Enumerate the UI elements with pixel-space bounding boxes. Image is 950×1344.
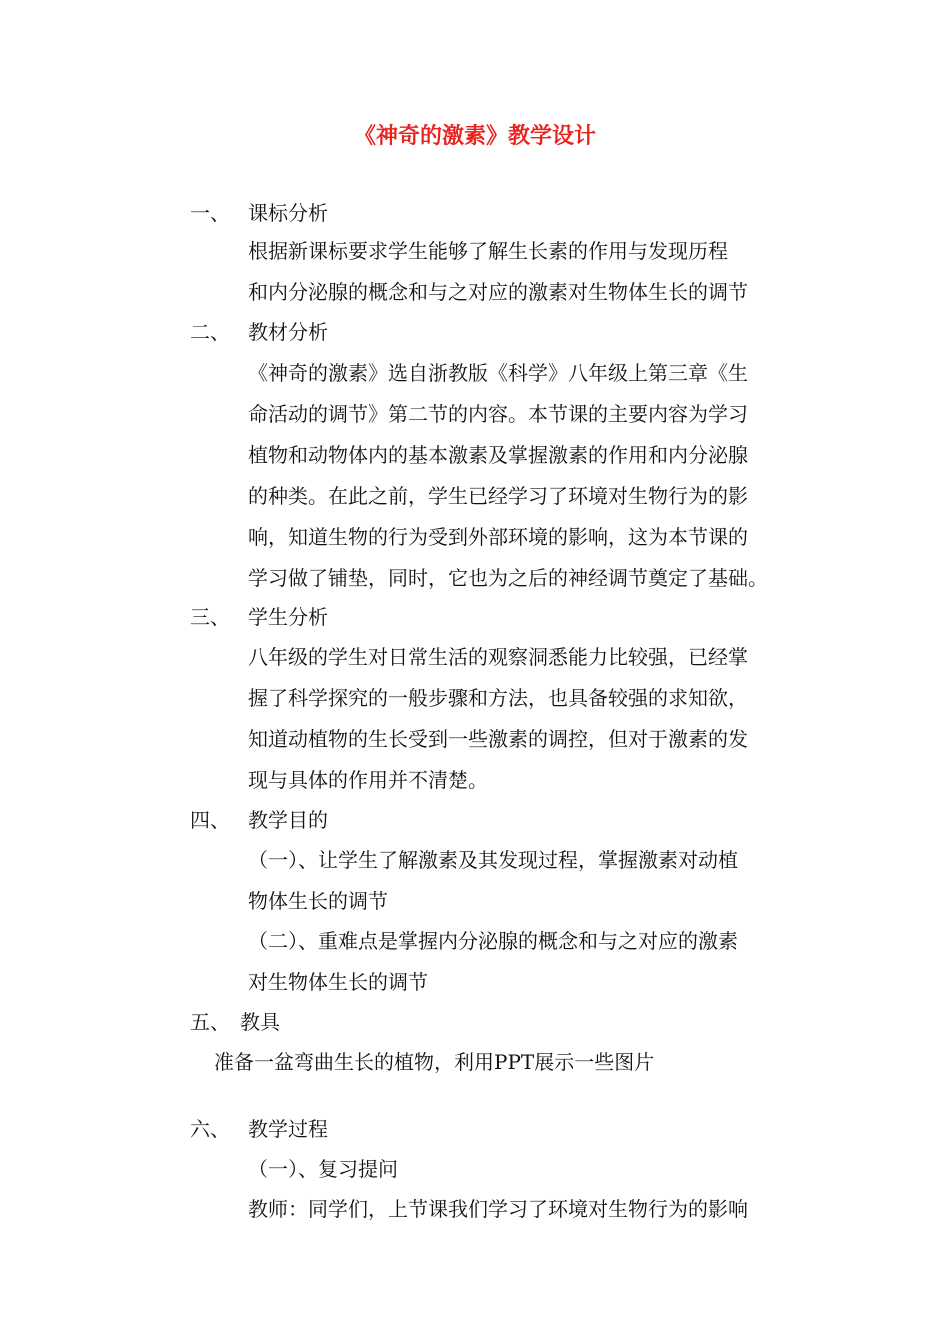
paragraph-line: 物体生长的调节	[248, 889, 388, 913]
section-heading: 课标分析	[248, 201, 328, 225]
section-number: 五、	[190, 1010, 230, 1034]
paragraph-line: 命活动的调节》第二节的内容。本节课的主要内容为学习	[248, 402, 748, 426]
paragraph-line: 根据新课标要求学生能够了解生长素的作用与发现历程	[248, 239, 728, 263]
paragraph-line: 响，知道生物的行为受到外部环境的影响，这为本节课的	[248, 525, 748, 549]
paragraph-line: （二）、重难点是掌握内分泌腺的概念和与之对应的激素	[248, 929, 738, 953]
paragraph-line: 学习做了铺垫，同时，它也为之后的神经调节奠定了基础。	[248, 566, 768, 590]
paragraph-line: 八年级的学生对日常生活的观察洞悉能力比较强，已经掌	[248, 645, 748, 669]
paragraph-line: （一）、复习提问	[248, 1157, 398, 1181]
paragraph-line: 植物和动物体内的基本激素及掌握激素的作用和内分泌腺	[248, 443, 748, 467]
paragraph-line: 的种类。在此之前，学生已经学习了环境对生物行为的影	[248, 484, 748, 508]
section-number: 二、	[190, 320, 230, 344]
paragraph-line: 现与具体的作用并不清楚。	[248, 768, 488, 792]
section-number: 一、	[190, 201, 230, 225]
section-number: 三、	[190, 605, 230, 629]
paragraph-line: 教师：同学们，上节课我们学习了环境对生物行为的影响	[248, 1197, 748, 1221]
section-number: 六、	[190, 1117, 230, 1141]
paragraph-line: （一）、让学生了解激素及其发现过程，掌握激素对动植	[248, 848, 738, 872]
section-number: 四、	[190, 808, 230, 832]
section-heading: 教具	[240, 1010, 280, 1034]
paragraph-line: 准备一盆弯曲生长的植物，利用PPT展示一些图片	[214, 1050, 655, 1074]
section-heading: 教学过程	[248, 1117, 328, 1141]
paragraph-line: 握了科学探究的一般步骤和方法，也具备较强的求知欲，	[248, 686, 748, 710]
paragraph-line: 《神奇的激素》选自浙教版《科学》八年级上第三章《生	[248, 361, 748, 385]
section-heading: 学生分析	[248, 605, 328, 629]
paragraph-line: 对生物体生长的调节	[248, 970, 428, 994]
section-heading: 教学目的	[248, 808, 328, 832]
paragraph-line: 知道动植物的生长受到一些激素的调控，但对于激素的发	[248, 727, 748, 751]
document-title: 《神奇的激素》教学设计	[353, 123, 596, 149]
paragraph-line: 和内分泌腺的概念和与之对应的激素对生物体生长的调节	[248, 280, 748, 304]
section-heading: 教材分析	[248, 320, 328, 344]
